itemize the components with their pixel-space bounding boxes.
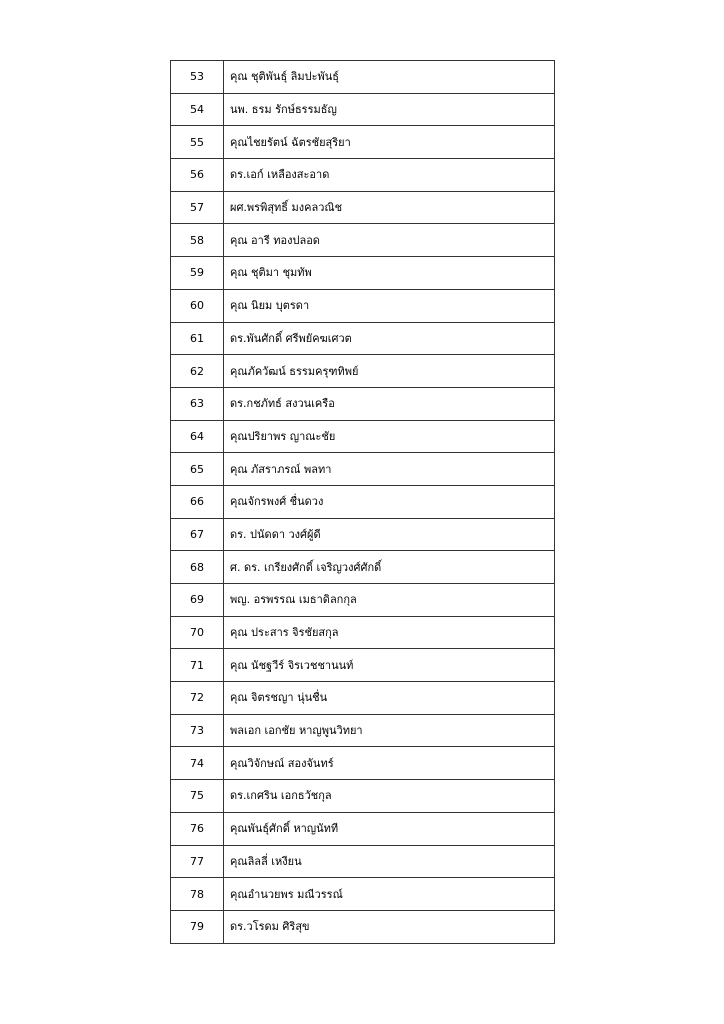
row-number: 60 bbox=[171, 289, 224, 322]
table-row bbox=[171, 910, 555, 943]
row-number: 72 bbox=[171, 682, 224, 715]
row-number: 65 bbox=[171, 453, 224, 486]
person-name: คุณ ชุติมา ชุมทัพ bbox=[224, 257, 555, 290]
table-row bbox=[171, 649, 555, 682]
row-number: 78 bbox=[171, 878, 224, 911]
person-name: คุณจักรพงศ์ ชื่นดวง bbox=[224, 485, 555, 518]
row-number: 63 bbox=[171, 387, 224, 420]
row-number: 69 bbox=[171, 584, 224, 617]
row-number: 71 bbox=[171, 649, 224, 682]
table-row bbox=[171, 257, 555, 290]
person-name: ผศ.พรพิสุทธิ์ มงคลวณิช bbox=[224, 191, 555, 224]
table-row bbox=[171, 551, 555, 584]
row-number: 56 bbox=[171, 159, 224, 192]
table-row bbox=[171, 845, 555, 878]
person-name: ดร.เกศริน เอกธวัชกุล bbox=[224, 780, 555, 813]
person-name: ศ. ดร. เกรียงศักดิ์ เจริญวงศ์ศักดิ์ bbox=[224, 551, 555, 584]
person-name: คุณ นัชฐวีร์ จิรเวชชานนท์ bbox=[224, 649, 555, 682]
names-table bbox=[170, 60, 555, 944]
row-number: 77 bbox=[171, 845, 224, 878]
row-number: 75 bbox=[171, 780, 224, 813]
table-row bbox=[171, 93, 555, 126]
person-name: คุณ ภัสราภรณ์ พลทา bbox=[224, 453, 555, 486]
names-table-body bbox=[171, 61, 555, 944]
person-name: ดร.เอก์ เหลืองสะอาด bbox=[224, 159, 555, 192]
person-name: คุณ ประสาร จิรชัยสกุล bbox=[224, 616, 555, 649]
table-row bbox=[171, 780, 555, 813]
person-name: คุณวิจักษณ์ สองจันทร์ bbox=[224, 747, 555, 780]
row-number: 66 bbox=[171, 485, 224, 518]
person-name: ดร. ปนัดดา วงศ์ผู้ดี bbox=[224, 518, 555, 551]
row-number: 62 bbox=[171, 355, 224, 388]
table-row bbox=[171, 322, 555, 355]
person-name: คุณไชยรัตน์ ฉัตรชัยสุริยา bbox=[224, 126, 555, 159]
table-row bbox=[171, 224, 555, 257]
person-name: พลเอก เอกชัย หาญพูนวิทยา bbox=[224, 714, 555, 747]
row-number: 53 bbox=[171, 61, 224, 94]
table-row bbox=[171, 584, 555, 617]
row-number: 55 bbox=[171, 126, 224, 159]
person-name: นพ. ธรม รักษ์ธรรมธัญ bbox=[224, 93, 555, 126]
row-number: 54 bbox=[171, 93, 224, 126]
table-row bbox=[171, 289, 555, 322]
person-name: ดร.กชภัทธ์ สงวนเครือ bbox=[224, 387, 555, 420]
row-number: 70 bbox=[171, 616, 224, 649]
table-row bbox=[171, 878, 555, 911]
row-number: 74 bbox=[171, 747, 224, 780]
person-name: คุณอำนวยพร มณีวรรณ์ bbox=[224, 878, 555, 911]
person-name: คุณ ชุติพันธุ์ ลิมปะพันธุ์ bbox=[224, 61, 555, 94]
table-row bbox=[171, 126, 555, 159]
person-name: คุณ นิยม บุตรดา bbox=[224, 289, 555, 322]
table-row bbox=[171, 387, 555, 420]
row-number: 58 bbox=[171, 224, 224, 257]
row-number: 68 bbox=[171, 551, 224, 584]
table-row bbox=[171, 159, 555, 192]
table-row bbox=[171, 616, 555, 649]
row-number: 67 bbox=[171, 518, 224, 551]
person-name: คุณ อารี ทองปลอด bbox=[224, 224, 555, 257]
table-row bbox=[171, 518, 555, 551]
table-row bbox=[171, 812, 555, 845]
person-name: ดร.พันศักดิ์ ศรีพยัคฆเศวต bbox=[224, 322, 555, 355]
row-number: 79 bbox=[171, 910, 224, 943]
person-name: คุณ จิตรชญา นุ่นชื่น bbox=[224, 682, 555, 715]
person-name: พญ. อรพรรณ เมธาดิลกกุล bbox=[224, 584, 555, 617]
table-row bbox=[171, 420, 555, 453]
table-row bbox=[171, 61, 555, 94]
person-name: คุณภัควัฒน์ ธรรมครุฑทิพย์ bbox=[224, 355, 555, 388]
table-row bbox=[171, 682, 555, 715]
person-name: คุณพันธุ์ศักดิ์ หาญนัทที bbox=[224, 812, 555, 845]
table-row bbox=[171, 714, 555, 747]
person-name: คุณปริยาพร ญาณะชัย bbox=[224, 420, 555, 453]
row-number: 61 bbox=[171, 322, 224, 355]
row-number: 59 bbox=[171, 257, 224, 290]
person-name: คุณลิลลี่ เหงียน bbox=[224, 845, 555, 878]
person-name: ดร.วโรดม ศิริสุข bbox=[224, 910, 555, 943]
table-row bbox=[171, 747, 555, 780]
row-number: 73 bbox=[171, 714, 224, 747]
row-number: 64 bbox=[171, 420, 224, 453]
table-row bbox=[171, 485, 555, 518]
row-number: 76 bbox=[171, 812, 224, 845]
table-row bbox=[171, 453, 555, 486]
table-row bbox=[171, 191, 555, 224]
row-number: 57 bbox=[171, 191, 224, 224]
table-row bbox=[171, 355, 555, 388]
